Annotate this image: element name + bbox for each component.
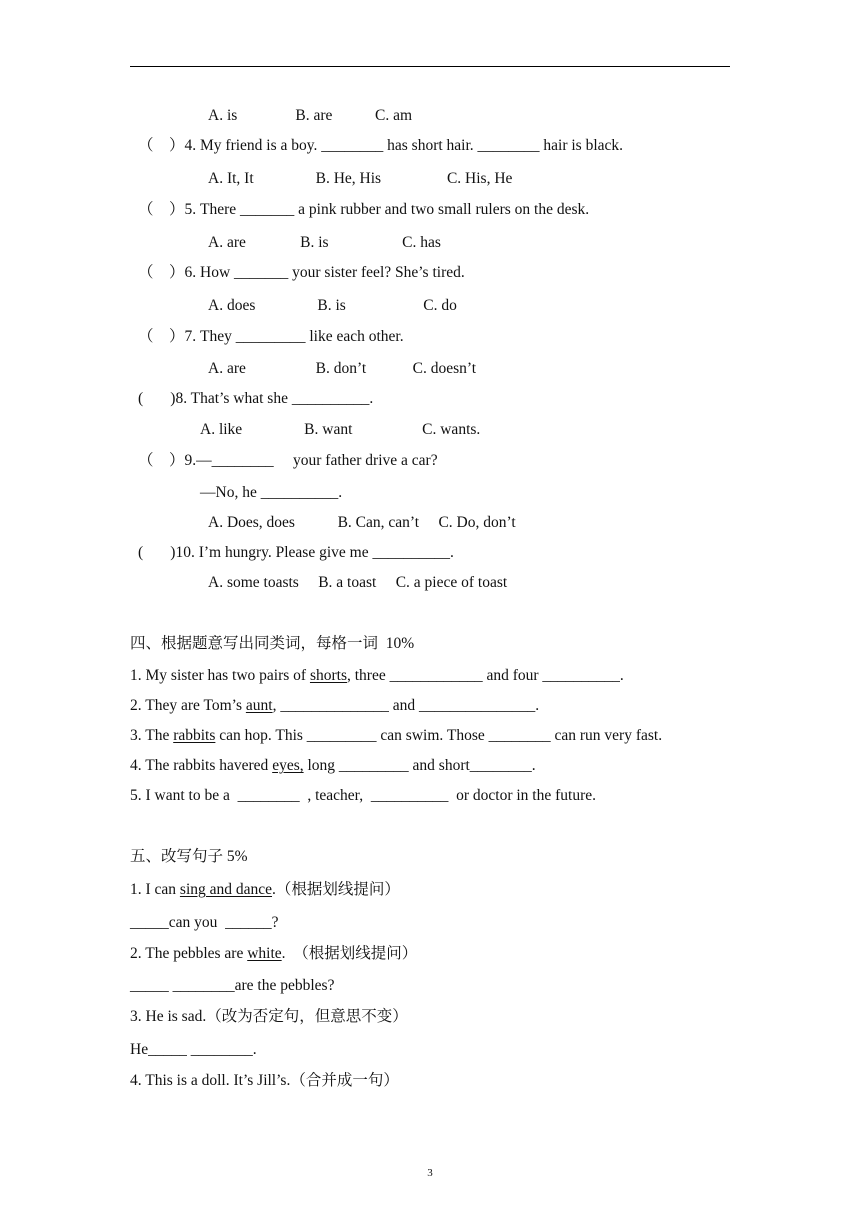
section5-title: 五、改写句子 5% [130, 848, 248, 865]
s4-item-3-pre: 3. The [130, 727, 174, 744]
s5-item-3-pre: 3. He is sad.（改为否定句，但意思不变） [130, 1008, 408, 1025]
s5-answer-2-text: _____ ________are the pebbles? [130, 977, 335, 994]
q7-options: A. are B. don’t C. doesn’t [208, 360, 477, 377]
s5-item-2-underlined: white [247, 945, 282, 962]
s4-item-4-post: long _________ and short________. [303, 757, 536, 774]
q8-question: ( )8. That’s what she __________. [138, 390, 374, 407]
s4-item-2-post: , ______________ and _______________. [272, 697, 540, 714]
s5-answer-1-text: _____can you ______? [130, 914, 279, 931]
q6-options: A. does B. is C. do [208, 297, 457, 314]
q6-question: （ ）6. How _______ your sister feel? She’s tired. [138, 264, 465, 281]
s4-item-1-pre: 1. My sister has two pairs of [130, 667, 310, 684]
s4-item-4 [130, 756, 536, 776]
s4-item-3 [130, 726, 662, 746]
s4-item-1 [130, 666, 624, 686]
s4-item-5-pre: 5. I want to be a ________ , teacher, __________ or doctor in the future. [130, 787, 596, 804]
page-number: 3 [427, 1167, 433, 1179]
s4-item-2-underlined: aunt [245, 697, 273, 714]
q9-reply: —No, he __________. [200, 484, 343, 501]
q7-question: （ ）7. They _________ like each other. [138, 328, 404, 345]
s5-item-4 [130, 1071, 399, 1091]
s5-answer-3-text: He_____ ________. [130, 1041, 257, 1058]
s5-item-1-underlined: sing and dance [179, 881, 273, 898]
s4-item-1-underlined: shorts [309, 667, 347, 684]
s4-item-3-underlined: rabbits [173, 727, 216, 744]
s4-item-2 [130, 696, 539, 716]
q10-question: ( )10. I’m hungry. Please give me __________. [138, 544, 454, 561]
s5-item-2-pre: 2. The pebbles are [130, 945, 248, 962]
q5-options: A. are B. is C. has [208, 234, 441, 251]
s4-item-2-pre: 2. They are Tom’s [130, 697, 246, 714]
s5-item-4-pre: 4. This is a doll. It’s Jill’s.（合并成一句） [130, 1072, 399, 1089]
s5-item-1 [130, 880, 400, 900]
q8-options: A. like B. want C. wants. [200, 421, 481, 438]
q9-question: （ ）9.—________ your father drive a car? [138, 452, 438, 469]
q4-options: A. It, It B. He, His C. His, He [208, 170, 513, 187]
s4-item-4-pre: 4. The rabbits havered [130, 757, 273, 774]
s5-item-1-post: .（根据划线提问） [272, 881, 400, 898]
s5-answer-3 [130, 1040, 257, 1060]
s5-answer-1 [130, 913, 279, 933]
s5-item-1-pre: 1. I can [130, 881, 180, 898]
s5-item-2-post: . （根据划线提问） [281, 945, 418, 962]
s4-item-4-underlined: eyes, [272, 757, 304, 774]
q3-options: A. is B. are C. am [208, 107, 413, 124]
q4-question: （ ）4. My friend is a boy. ________ has short hair. ________ hair is black. [138, 137, 624, 154]
q5-question: （ ）5. There _______ a pink rubber and two small rulers on the desk. [138, 201, 590, 218]
s4-item-1-post: , three ____________ and four __________. [347, 667, 624, 684]
s4-item-3-post: can hop. This _________ can swim. Those ________ can run very fast. [215, 727, 663, 744]
header-rule [130, 66, 730, 67]
s5-item-3 [130, 1007, 408, 1027]
q9-options: A. Does, does B. Can, can’t C. Do, don’t [208, 514, 516, 531]
q10-options: A. some toasts B. a toast C. a piece of toast [208, 574, 508, 591]
section4-title: 四、根据题意写出同类词，每格一词 10% [130, 635, 415, 652]
s5-item-2 [130, 944, 417, 964]
s4-item-5 [130, 786, 596, 806]
s5-answer-2 [130, 976, 334, 996]
